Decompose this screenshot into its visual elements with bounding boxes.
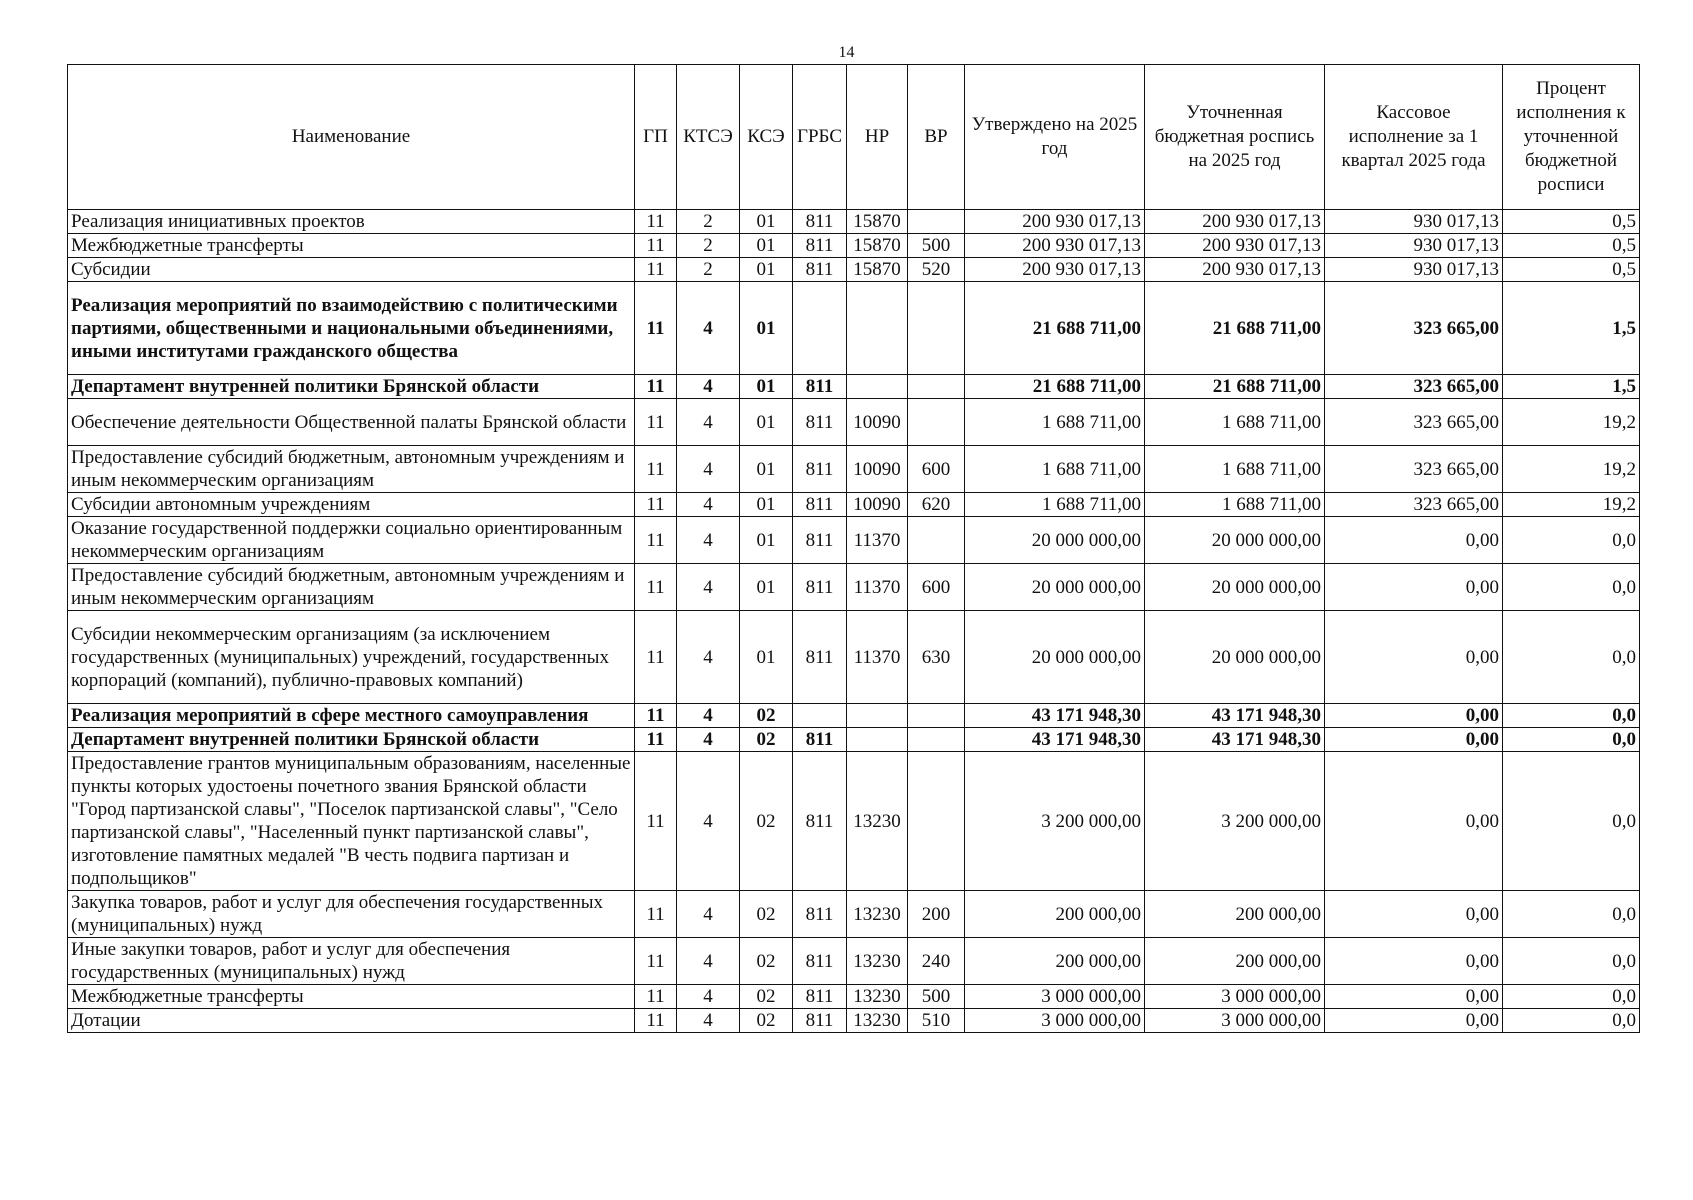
cell-grbs [793,704,847,728]
cell-refined: 43 171 948,30 [1145,728,1325,752]
cell-cash: 0,00 [1325,752,1503,891]
cell-refined: 3 000 000,00 [1145,1009,1325,1033]
cell-np: 10090 [847,399,908,446]
cell-cash: 323 665,00 [1325,375,1503,399]
table-row [68,1009,1640,1033]
cell-vr [908,517,965,564]
cell-kse: 01 [740,375,793,399]
cell-vr: 620 [908,493,965,517]
table-row [68,399,1640,446]
cell-approved: 21 688 711,00 [965,375,1145,399]
cell-approved: 20 000 000,00 [965,564,1145,611]
cell-cash: 0,00 [1325,938,1503,985]
cell-kse: 01 [740,258,793,282]
cell-name: Оказание государственной поддержки социально ориентированным некоммерческим организациям [68,517,635,564]
cell-cash: 0,00 [1325,728,1503,752]
cell-ktse: 4 [677,375,740,399]
cell-ktse: 4 [677,891,740,938]
cell-ktse: 4 [677,493,740,517]
cell-percent: 0,0 [1503,985,1640,1009]
cell-cash: 930 017,13 [1325,234,1503,258]
cell-vr: 600 [908,564,965,611]
cell-approved: 3 200 000,00 [965,752,1145,891]
cell-refined: 3 200 000,00 [1145,752,1325,891]
cell-gp: 11 [635,985,677,1009]
cell-percent: 19,2 [1503,399,1640,446]
cell-name: Дотации [68,1009,635,1033]
cell-percent: 0,0 [1503,752,1640,891]
cell-kse: 02 [740,728,793,752]
cell-approved: 3 000 000,00 [965,985,1145,1009]
cell-grbs: 811 [793,564,847,611]
cell-ktse: 4 [677,704,740,728]
cell-name: Предоставление грантов муниципальным образованиям, населенные пункты которых удостоены почетного звания Брянской области "Город партизанской славы", "Поселок партизанской славы", "Село партизанской славы", "Населенный пункт партизанской славы", изготовление памятных медалей "В честь подвига партизан и подпольщиков" [68,752,635,891]
cell-name: Реализация мероприятий по взаимодействию с политическими партиями, общественными и национальными объединениями, иными институтами гражданского общества [68,282,635,375]
cell-name: Субсидии автономным учреждениям [68,493,635,517]
cell-gp: 11 [635,938,677,985]
cell-approved: 200 930 017,13 [965,258,1145,282]
cell-approved: 200 930 017,13 [965,210,1145,234]
cell-np: 15870 [847,234,908,258]
table-header-row [68,65,1640,210]
cell-approved: 200 000,00 [965,891,1145,938]
cell-gp: 11 [635,752,677,891]
cell-kse: 01 [740,493,793,517]
cell-refined: 21 688 711,00 [1145,282,1325,375]
table-row [68,752,1640,891]
table-row [68,258,1640,282]
header-refined: Уточненная бюджетная роспись на 2025 год [1145,65,1325,210]
cell-np: 13230 [847,985,908,1009]
cell-refined: 3 000 000,00 [1145,985,1325,1009]
cell-vr [908,752,965,891]
cell-cash: 0,00 [1325,564,1503,611]
cell-gp: 11 [635,517,677,564]
cell-gp: 11 [635,493,677,517]
cell-percent: 0,0 [1503,938,1640,985]
cell-ktse: 4 [677,985,740,1009]
cell-gp: 11 [635,258,677,282]
cell-refined: 200 930 017,13 [1145,258,1325,282]
cell-approved: 20 000 000,00 [965,517,1145,564]
cell-cash: 0,00 [1325,517,1503,564]
cell-gp: 11 [635,1009,677,1033]
cell-np: 10090 [847,446,908,493]
cell-kse: 02 [740,704,793,728]
cell-cash: 323 665,00 [1325,493,1503,517]
cell-approved: 200 930 017,13 [965,234,1145,258]
cell-np: 13230 [847,1009,908,1033]
cell-kse: 02 [740,1009,793,1033]
cell-percent: 1,5 [1503,375,1640,399]
cell-gp: 11 [635,564,677,611]
cell-np: 13230 [847,891,908,938]
table-row [68,517,1640,564]
cell-refined: 21 688 711,00 [1145,375,1325,399]
cell-cash: 0,00 [1325,891,1503,938]
cell-gp: 11 [635,446,677,493]
table-row-section [68,728,1640,752]
budget-table [67,64,1640,1033]
cell-refined: 200 000,00 [1145,938,1325,985]
cell-grbs: 811 [793,1009,847,1033]
cell-cash: 323 665,00 [1325,446,1503,493]
cell-approved: 1 688 711,00 [965,446,1145,493]
cell-name: Субсидии некоммерческим организациям (за исключением государственных (муниципальных) учреждений, государственных корпораций (компаний), публично-правовых компаний) [68,611,635,704]
cell-np: 11370 [847,517,908,564]
cell-grbs: 811 [793,399,847,446]
cell-grbs: 811 [793,752,847,891]
cell-cash: 0,00 [1325,1009,1503,1033]
cell-vr [908,704,965,728]
cell-np [847,282,908,375]
cell-kse: 02 [740,938,793,985]
cell-kse: 01 [740,446,793,493]
cell-grbs: 811 [793,985,847,1009]
cell-ktse: 4 [677,564,740,611]
cell-name: Субсидии [68,258,635,282]
cell-vr: 600 [908,446,965,493]
cell-vr: 240 [908,938,965,985]
cell-percent: 0,0 [1503,1009,1640,1033]
cell-percent: 0,0 [1503,728,1640,752]
header-percent: Процент исполнения к уточненной бюджетной росписи [1503,65,1640,210]
cell-approved: 3 000 000,00 [965,1009,1145,1033]
cell-gp: 11 [635,891,677,938]
cell-percent: 0,0 [1503,517,1640,564]
cell-name: Реализация инициативных проектов [68,210,635,234]
header-vr: ВР [908,65,965,210]
cell-gp: 11 [635,611,677,704]
cell-approved: 43 171 948,30 [965,704,1145,728]
cell-kse: 01 [740,399,793,446]
cell-kse: 01 [740,282,793,375]
cell-grbs: 811 [793,210,847,234]
cell-percent: 0,0 [1503,891,1640,938]
cell-ktse: 2 [677,210,740,234]
cell-kse: 01 [740,234,793,258]
table-row [68,985,1640,1009]
cell-cash: 930 017,13 [1325,210,1503,234]
cell-gp: 11 [635,704,677,728]
cell-grbs [793,282,847,375]
table-row-section [68,282,1640,375]
header-name: Наименование [68,65,635,210]
cell-np [847,728,908,752]
cell-name: Межбюджетные трансферты [68,985,635,1009]
cell-ktse: 4 [677,611,740,704]
cell-approved: 1 688 711,00 [965,399,1145,446]
cell-name: Реализация мероприятий в сфере местного самоуправления [68,704,635,728]
cell-kse: 02 [740,891,793,938]
table-row [68,938,1640,985]
cell-grbs: 811 [793,938,847,985]
cell-refined: 43 171 948,30 [1145,704,1325,728]
cell-ktse: 4 [677,282,740,375]
table-row-section [68,375,1640,399]
cell-refined: 20 000 000,00 [1145,611,1325,704]
cell-percent: 0,0 [1503,611,1640,704]
cell-refined: 1 688 711,00 [1145,493,1325,517]
cell-cash: 930 017,13 [1325,258,1503,282]
cell-vr: 630 [908,611,965,704]
cell-grbs: 811 [793,728,847,752]
cell-percent: 19,2 [1503,446,1640,493]
cell-approved: 200 000,00 [965,938,1145,985]
cell-np: 13230 [847,938,908,985]
cell-ktse: 4 [677,752,740,891]
table-row-section [68,704,1640,728]
cell-grbs: 811 [793,891,847,938]
cell-np: 11370 [847,564,908,611]
cell-ktse: 4 [677,728,740,752]
table-row [68,611,1640,704]
cell-name: Межбюджетные трансферты [68,234,635,258]
cell-vr: 200 [908,891,965,938]
cell-approved: 21 688 711,00 [965,282,1145,375]
cell-np: 10090 [847,493,908,517]
cell-cash: 0,00 [1325,985,1503,1009]
cell-vr [908,375,965,399]
cell-ktse: 4 [677,399,740,446]
cell-percent: 0,5 [1503,234,1640,258]
cell-grbs: 811 [793,234,847,258]
cell-grbs: 811 [793,446,847,493]
header-grbs: ГРБС [793,65,847,210]
table-row [68,564,1640,611]
cell-gp: 11 [635,210,677,234]
cell-gp: 11 [635,728,677,752]
cell-refined: 200 930 017,13 [1145,210,1325,234]
cell-grbs: 811 [793,611,847,704]
cell-gp: 11 [635,399,677,446]
cell-ktse: 2 [677,258,740,282]
cell-refined: 1 688 711,00 [1145,399,1325,446]
cell-kse: 01 [740,210,793,234]
cell-gp: 11 [635,282,677,375]
table-row [68,446,1640,493]
cell-ktse: 4 [677,446,740,493]
cell-name: Департамент внутренней политики Брянской области [68,728,635,752]
cell-cash: 0,00 [1325,611,1503,704]
cell-vr: 520 [908,258,965,282]
header-approved: Утверждено на 2025 год [965,65,1145,210]
cell-vr [908,210,965,234]
cell-approved: 43 171 948,30 [965,728,1145,752]
header-gp: ГП [635,65,677,210]
table-row [68,891,1640,938]
cell-vr [908,728,965,752]
cell-approved: 1 688 711,00 [965,493,1145,517]
cell-kse: 01 [740,611,793,704]
cell-approved: 20 000 000,00 [965,611,1145,704]
table-row [68,210,1640,234]
cell-vr: 500 [908,234,965,258]
cell-vr: 500 [908,985,965,1009]
cell-np: 13230 [847,752,908,891]
cell-np: 11370 [847,611,908,704]
cell-name: Предоставление субсидий бюджетным, автономным учреждениям и иным некоммерческим организациям [68,446,635,493]
cell-ktse: 4 [677,938,740,985]
header-cash: Кассовое исполнение за 1 квартал 2025 года [1325,65,1503,210]
cell-vr [908,399,965,446]
cell-grbs: 811 [793,493,847,517]
cell-refined: 200 000,00 [1145,891,1325,938]
header-np: НР [847,65,908,210]
cell-name: Обеспечение деятельности Общественной палаты Брянской области [68,399,635,446]
cell-vr: 510 [908,1009,965,1033]
cell-kse: 01 [740,564,793,611]
cell-name: Закупка товаров, работ и услуг для обеспечения государственных (муниципальных) нужд [68,891,635,938]
cell-refined: 1 688 711,00 [1145,446,1325,493]
cell-percent: 1,5 [1503,282,1640,375]
cell-grbs: 811 [793,258,847,282]
header-ktse: КТСЭ [677,65,740,210]
cell-cash: 323 665,00 [1325,282,1503,375]
cell-gp: 11 [635,375,677,399]
cell-percent: 0,0 [1503,704,1640,728]
header-kse: КСЭ [740,65,793,210]
cell-refined: 200 930 017,13 [1145,234,1325,258]
cell-cash: 323 665,00 [1325,399,1503,446]
cell-name: Иные закупки товаров, работ и услуг для обеспечения государственных (муниципальных) нужд [68,938,635,985]
cell-refined: 20 000 000,00 [1145,564,1325,611]
cell-np: 15870 [847,210,908,234]
cell-gp: 11 [635,234,677,258]
cell-percent: 0,5 [1503,258,1640,282]
table-row [68,493,1640,517]
cell-name: Департамент внутренней политики Брянской области [68,375,635,399]
cell-ktse: 4 [677,1009,740,1033]
cell-ktse: 2 [677,234,740,258]
cell-percent: 19,2 [1503,493,1640,517]
cell-kse: 02 [740,985,793,1009]
cell-np: 15870 [847,258,908,282]
cell-kse: 02 [740,752,793,891]
cell-np [847,704,908,728]
table-row [68,234,1640,258]
cell-ktse: 4 [677,517,740,564]
cell-cash: 0,00 [1325,704,1503,728]
page-number: 14 [838,44,855,61]
cell-grbs: 811 [793,375,847,399]
cell-percent: 0,5 [1503,210,1640,234]
cell-grbs: 811 [793,517,847,564]
cell-refined: 20 000 000,00 [1145,517,1325,564]
cell-name: Предоставление субсидий бюджетным, автономным учреждениям и иным некоммерческим организациям [68,564,635,611]
cell-vr [908,282,965,375]
cell-percent: 0,0 [1503,564,1640,611]
cell-np [847,375,908,399]
cell-kse: 01 [740,517,793,564]
